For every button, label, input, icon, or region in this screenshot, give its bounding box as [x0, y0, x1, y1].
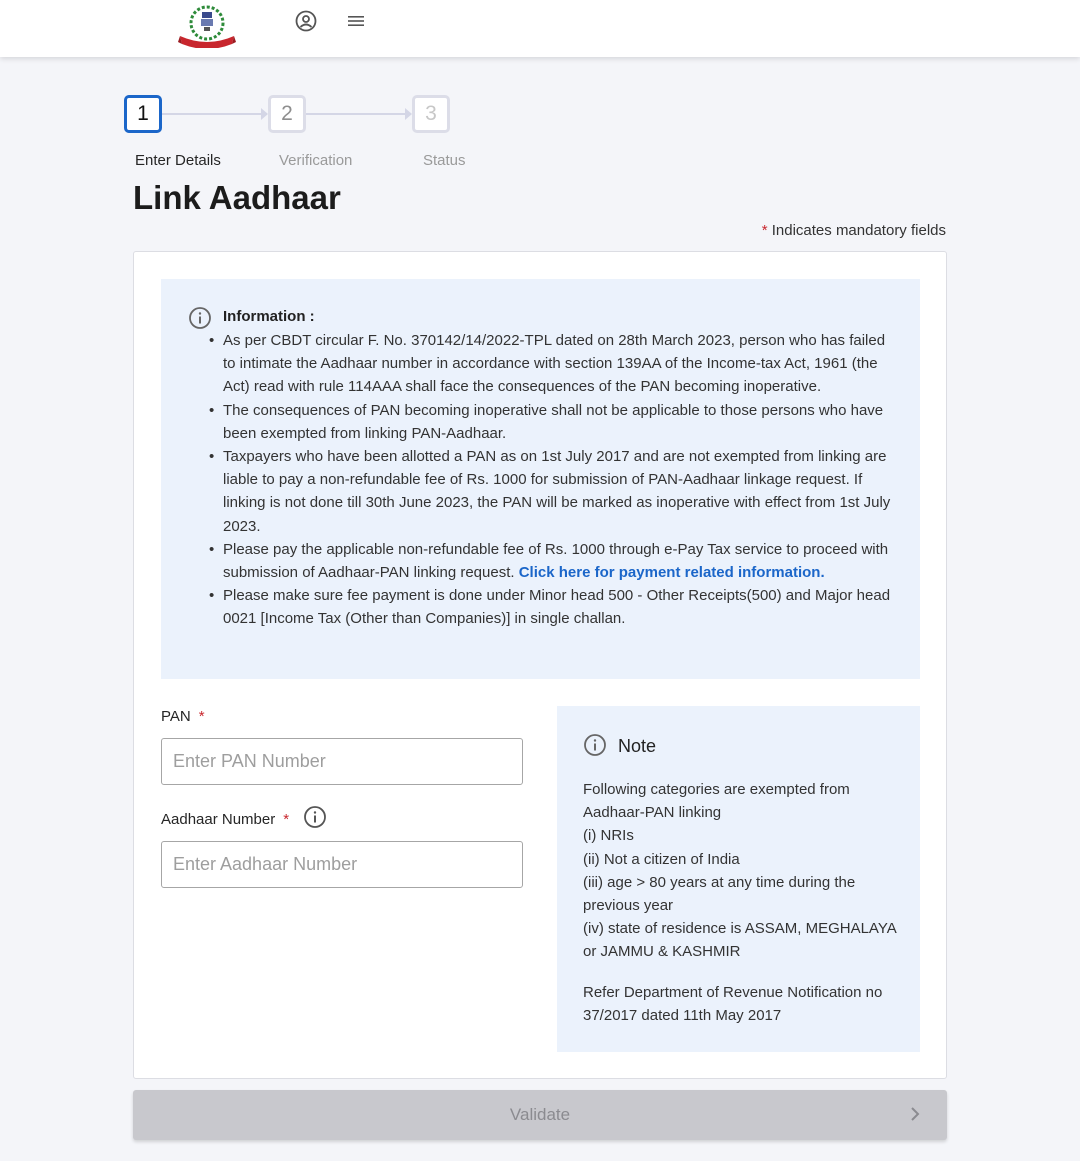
aadhaar-input[interactable] — [161, 841, 523, 888]
note-reference: Refer Department of Revenue Notification no 37/2017 dated 11th May 2017 — [583, 984, 883, 1025]
information-title: Information : — [223, 308, 315, 325]
pan-input[interactable] — [161, 738, 523, 785]
note-title: Note — [618, 736, 657, 756]
step-connector-1 — [162, 113, 262, 115]
step-arrow-1-icon — [261, 108, 268, 120]
user-profile-icon[interactable] — [294, 9, 318, 33]
step-1-number: 1 — [137, 102, 149, 125]
page-title: Link Aadhaar — [133, 179, 341, 216]
step-1-indicator — [124, 95, 162, 133]
step-3-label: Status — [423, 152, 466, 169]
note-panel — [557, 706, 920, 1052]
validate-button-label: Validate — [509, 1105, 571, 1124]
step-2-label: Verification — [279, 152, 353, 169]
income-tax-logo[interactable] — [178, 4, 236, 48]
hamburger-menu-icon[interactable] — [344, 9, 368, 33]
information-item — [209, 538, 899, 584]
information-item — [209, 399, 899, 445]
step-2-number: 2 — [281, 102, 293, 125]
top-header — [0, 0, 1080, 57]
step-connector-2 — [306, 113, 406, 115]
information-panel — [161, 279, 920, 679]
required-star: * — [283, 811, 290, 828]
information-item — [209, 445, 899, 538]
chevron-right-icon — [909, 1105, 921, 1123]
information-item-text: Taxpayers who have been allotted a PAN as on 1st July 2017 and are not exempted from linking are liable to pay a non-refundable fee of Rs. 1000 for submission of PAN-Aadhaar linkage request. If linking is not done till 30th June 2023, the PAN will be marked as inoperative with effect from 1st July 2023. — [223, 448, 891, 535]
aadhaar-label-text: Aadhaar Number — [161, 811, 276, 828]
progress-stepper — [124, 95, 484, 175]
note-line: (ii) Not a citizen of India — [583, 850, 740, 868]
link-aadhaar-card — [133, 251, 947, 1079]
pan-label-text: PAN — [161, 708, 191, 725]
step-3-number: 3 — [425, 102, 437, 125]
note-line: (i) NRIs — [583, 827, 634, 845]
required-star: * — [761, 222, 768, 239]
step-arrow-2-icon — [405, 108, 412, 120]
aadhaar-label — [161, 811, 289, 828]
information-item-text: Please make sure fee payment is done under Minor head 500 - Other Receipts(500) and Major head 0021 [Income Tax (Other than Companies)] in single challan. — [223, 587, 891, 628]
required-star: * — [198, 708, 205, 725]
step-3-indicator — [412, 95, 450, 133]
step-1-label: Enter Details — [135, 152, 221, 169]
note-info-icon — [583, 733, 607, 757]
info-icon — [188, 306, 212, 330]
note-line: (iii) age > 80 years at any time during the previous year — [583, 873, 856, 915]
information-item — [209, 329, 899, 399]
information-list — [209, 329, 899, 631]
mandatory-fields-note — [762, 222, 946, 239]
information-item — [209, 584, 899, 630]
note-exemption-list — [583, 778, 903, 964]
information-item-text: Please pay the applicable non-refundable fee of Rs. 1000 through e-Pay Tax service to proceed with submission of Aadhaar-PAN linking request. — [223, 540, 889, 582]
step-2-indicator — [268, 95, 306, 133]
information-item-text: As per CBDT circular F. No. 370142/14/2022-TPL dated on 28th March 2023, person who has failed to intimate the Aadhaar number in accordance with section 139AA of the Income-tax Act, 1961 (the Act) read with rule 114AAA shall face the consequences of the PAN becoming inoperative. — [223, 332, 886, 396]
aadhaar-info-icon[interactable] — [303, 805, 327, 829]
information-item-text: The consequences of PAN becoming inoperative shall not be applicable to those persons who have been exempted from linking PAN-Aadhaar. — [223, 401, 884, 442]
note-line: Following categories are exempted from Aadhaar-PAN linking — [583, 781, 850, 822]
validate-button[interactable] — [133, 1090, 947, 1140]
mandatory-fields-text: Indicates mandatory fields — [771, 222, 946, 239]
note-line: (iv) state of residence is ASSAM, MEGHALAYA or JAMMU & KASHMIR — [583, 920, 896, 961]
pan-label — [161, 708, 205, 725]
payment-info-link[interactable]: Click here for payment related information. — [518, 564, 825, 582]
